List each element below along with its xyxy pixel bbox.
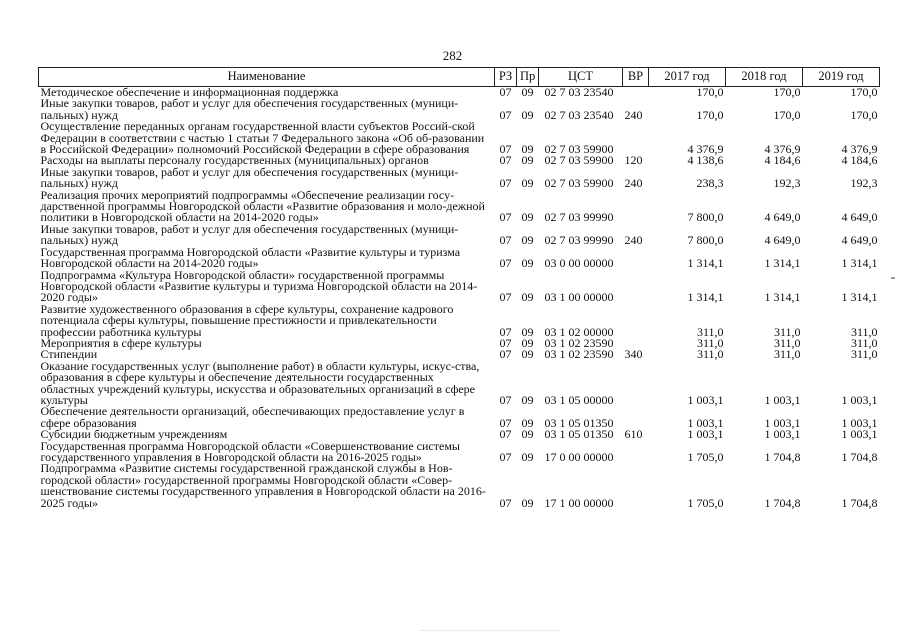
row-2018: 1 003,1 [764, 415, 801, 430]
row-2017: 1 003,1 [687, 415, 724, 430]
row-cst: 02 7 03 23540 [544, 85, 614, 99]
row-pr: 09 [521, 290, 534, 305]
table-row [39, 304, 880, 338]
row-2019: 1 314,1 [841, 290, 878, 305]
scan-artifact [420, 630, 560, 637]
row-2018: 4 184,6 [764, 153, 801, 168]
row-2019: 311,0 [850, 324, 878, 339]
row-vr [623, 463, 649, 509]
row-cst: 03 1 05 01350 [544, 415, 614, 430]
row-2017: 311,0 [696, 347, 724, 362]
row-2019: 1 003,1 [841, 427, 878, 442]
row-pr: 09 [521, 107, 534, 122]
row-rz: 07 [499, 233, 512, 248]
row-vr [623, 190, 649, 224]
row-rz: 07 [499, 290, 512, 305]
table-row [39, 224, 880, 247]
row-vr: 240 [624, 176, 643, 191]
row-pr: 09 [521, 450, 534, 464]
row-name: Государственная программа Новгородской области «Совершенствование системы государственного управления в Новгородской области на 2016-2025 годы» [40, 438, 460, 464]
table-row [39, 270, 880, 304]
row-name: Оказание государственных услуг (выполнение работ) в области культуры, искус-ства, образования в сфере культуры и обеспечение деятельности государственных областных учреждений культуры, искусства и образовательных организаций в сфере культуры [40, 358, 480, 407]
row-2018: 311,0 [773, 335, 801, 350]
row-pr: 09 [521, 233, 534, 248]
row-pr: 09 [521, 324, 534, 339]
row-name: Мероприятия в сфере культуры [40, 335, 202, 350]
header-2017: 2017 год [649, 68, 726, 87]
row-rz: 07 [499, 392, 512, 407]
row-2018: 4 376,9 [764, 142, 801, 157]
row-2018: 170,0 [773, 107, 801, 122]
header-2019: 2019 год [803, 68, 880, 87]
page-number: 282 [442, 48, 463, 63]
table-row [39, 121, 880, 155]
row-rz: 07 [499, 153, 512, 168]
row-pr: 09 [521, 176, 534, 191]
margin-mark [891, 277, 895, 279]
row-pr: 09 [521, 210, 534, 225]
row-vr: 340 [624, 347, 643, 362]
table-row [39, 338, 880, 349]
row-name: Иные закупки товаров, работ и услуг для обеспечения государственных (муници-пальных) нужд [40, 96, 459, 122]
header-pr: Пр [517, 68, 539, 87]
row-2017: 1 705,0 [687, 495, 724, 510]
row-2017: 238,3 [696, 176, 724, 191]
header-name: Наименование [39, 68, 495, 87]
table-row [39, 190, 880, 224]
row-2019: 311,0 [850, 335, 878, 350]
header-vr: ВР [623, 68, 649, 87]
row-2019: 1 704,8 [841, 495, 878, 510]
row-name: Иные закупки товаров, работ и услуг для обеспечения государственных (муници-пальных) нужд [40, 164, 459, 191]
row-2018: 4 649,0 [764, 233, 801, 248]
row-2019: 1 003,1 [841, 392, 878, 407]
row-rz: 07 [499, 210, 512, 225]
row-vr: 240 [624, 107, 643, 122]
row-cst: 02 7 03 99990 [544, 210, 614, 225]
row-2019: 311,0 [850, 347, 878, 362]
row-rz: 07 [499, 256, 512, 271]
row-2019: 4 649,0 [841, 210, 878, 225]
row-cst: 02 7 03 99990 [544, 233, 614, 248]
table-row [39, 441, 880, 464]
table-row [39, 247, 880, 270]
row-2017: 1 314,1 [687, 256, 724, 271]
row-2017: 1 314,1 [687, 290, 724, 305]
row-2018: 1 704,8 [764, 450, 801, 464]
row-2017: 1 003,1 [687, 427, 724, 442]
row-name: Осуществление переданных органам государственной власти субъектов Россий-ской Федерации в соответствии с частью 1 статьи 7 Федерального закона «Об об-разовании в Российской Федерации» полномочий Российской Федерации в сфере образования [40, 119, 485, 157]
row-vr: 240 [624, 233, 643, 248]
row-2019: 170,0 [850, 85, 878, 99]
row-cst: 02 7 03 59900 [544, 176, 614, 191]
row-2018: 4 649,0 [764, 210, 801, 225]
row-2017: 311,0 [696, 324, 724, 339]
row-pr: 09 [521, 256, 534, 271]
row-rz: 07 [499, 107, 512, 122]
row-vr [623, 270, 649, 304]
table-row [39, 406, 880, 429]
row-name: Методическое обеспечение и информационная поддержка [40, 85, 339, 99]
row-2018: 1 003,1 [764, 427, 801, 442]
row-rz: 07 [499, 142, 512, 157]
row-2017: 170,0 [696, 107, 724, 122]
row-rz: 07 [499, 324, 512, 339]
row-vr [623, 121, 649, 155]
row-2017: 7 800,0 [687, 210, 724, 225]
row-cst: 02 7 03 59900 [544, 153, 614, 168]
row-2019: 1 704,8 [841, 450, 878, 464]
row-2017: 170,0 [696, 85, 724, 99]
row-pr: 09 [521, 495, 534, 510]
row-name: Субсидии бюджетным учреждениям [40, 427, 228, 442]
row-rz: 07 [499, 415, 512, 430]
row-cst: 02 7 03 59900 [544, 142, 614, 157]
row-cst: 03 1 02 23590 [544, 335, 614, 350]
row-name: Расходы на выплаты персоналу государственных (муниципальных) органов [40, 153, 429, 168]
row-pr: 09 [521, 392, 534, 407]
header-cst: ЦСТ [539, 68, 623, 87]
row-pr: 09 [521, 415, 534, 430]
row-vr: 120 [624, 153, 643, 168]
row-name: Стипендии [40, 347, 98, 362]
row-vr [623, 361, 649, 407]
row-rz: 07 [499, 450, 512, 464]
row-pr: 09 [521, 85, 534, 99]
row-2018: 311,0 [773, 347, 801, 362]
row-name: Подпрограмма «Культура Новгородской области» государственной программы Новгородской области «Развитие культуры и туризма Новгородской области на 2014-2020 годы» [40, 267, 478, 305]
row-2018: 1 003,1 [764, 392, 801, 407]
row-rz: 07 [499, 176, 512, 191]
row-2018: 1 314,1 [764, 256, 801, 271]
row-cst: 03 1 02 23590 [544, 347, 614, 362]
row-2017: 1 705,0 [687, 450, 724, 464]
row-rz: 07 [499, 335, 512, 350]
row-vr [623, 87, 649, 99]
table-row [39, 463, 880, 509]
row-rz: 07 [499, 427, 512, 442]
row-pr: 09 [521, 335, 534, 350]
row-rz: 07 [499, 347, 512, 362]
row-2019: 4 184,6 [841, 153, 878, 168]
row-2018: 311,0 [773, 324, 801, 339]
row-2017: 311,0 [696, 335, 724, 350]
row-cst: 17 0 00 00000 [544, 450, 614, 464]
row-rz: 07 [499, 85, 512, 99]
row-cst: 03 1 05 00000 [544, 392, 614, 407]
table-row [39, 361, 880, 407]
row-2018: 192,3 [773, 176, 801, 191]
row-vr [623, 247, 649, 270]
row-name: Реализация прочих мероприятий подпрограммы «Обеспечение реализации госу-дарственной программы Новгородской области «Развитие образования и моло-дежной политики в Новгородской области на 2014-2020 годы» [40, 187, 485, 225]
row-name: Государственная программа Новгородской области «Развитие культуры и туризма Новгородской области на 2014-2020 годы» [40, 244, 461, 271]
row-cst: 03 1 02 00000 [544, 324, 614, 339]
row-2019: 192,3 [850, 176, 878, 191]
row-cst: 03 0 00 00000 [544, 256, 614, 271]
header-rz: РЗ [495, 68, 517, 87]
header-2018: 2018 год [726, 68, 803, 87]
row-2017: 1 003,1 [687, 392, 724, 407]
row-cst: 03 1 00 00000 [544, 290, 614, 305]
budget-table [38, 67, 880, 509]
table-header-row [39, 68, 880, 87]
row-2018: 170,0 [773, 85, 801, 99]
row-2019: 4 376,9 [841, 142, 878, 157]
row-pr: 09 [521, 142, 534, 157]
row-cst: 17 1 00 00000 [544, 495, 614, 510]
table-row [39, 167, 880, 190]
row-2017: 4 138,6 [687, 153, 724, 168]
row-cst: 02 7 03 23540 [544, 107, 614, 122]
row-vr [623, 406, 649, 429]
row-vr [623, 441, 649, 464]
row-2018: 1 314,1 [764, 290, 801, 305]
row-2017: 7 800,0 [687, 233, 724, 248]
row-2019: 1 314,1 [841, 256, 878, 271]
row-2018: 1 704,8 [764, 495, 801, 510]
row-2019: 1 003,1 [841, 415, 878, 430]
row-cst: 03 1 05 01350 [544, 427, 614, 442]
row-name: Развитие художественного образования в сфере культуры, сохранение кадрового потенциала сферы культуры, повышение престижности и привлекательности профессии работника культуры [40, 301, 454, 339]
row-pr: 09 [521, 347, 534, 362]
table-body [39, 87, 880, 510]
row-rz: 07 [499, 495, 512, 510]
row-vr: 610 [624, 427, 643, 442]
row-pr: 09 [521, 427, 534, 442]
table-row [39, 98, 880, 121]
row-name: Обеспечение деятельности организаций, обеспечивающих предоставление услуг в сфере образования [40, 404, 465, 430]
row-name: Иные закупки товаров, работ и услуг для обеспечения государственных (муници-пальных) нужд [40, 221, 459, 248]
row-vr [623, 304, 649, 338]
row-2019: 170,0 [850, 107, 878, 122]
row-2017: 4 376,9 [687, 142, 724, 157]
row-name: Подпрограмма «Развитие системы государственной гражданской службы в Нов-городской области» государственной программы Новгородской области «Совер-шенствование системы государственного управления в Новгородской области на 2016-2025 годы» [40, 461, 486, 510]
row-pr: 09 [521, 153, 534, 168]
row-2019: 4 649,0 [841, 233, 878, 248]
